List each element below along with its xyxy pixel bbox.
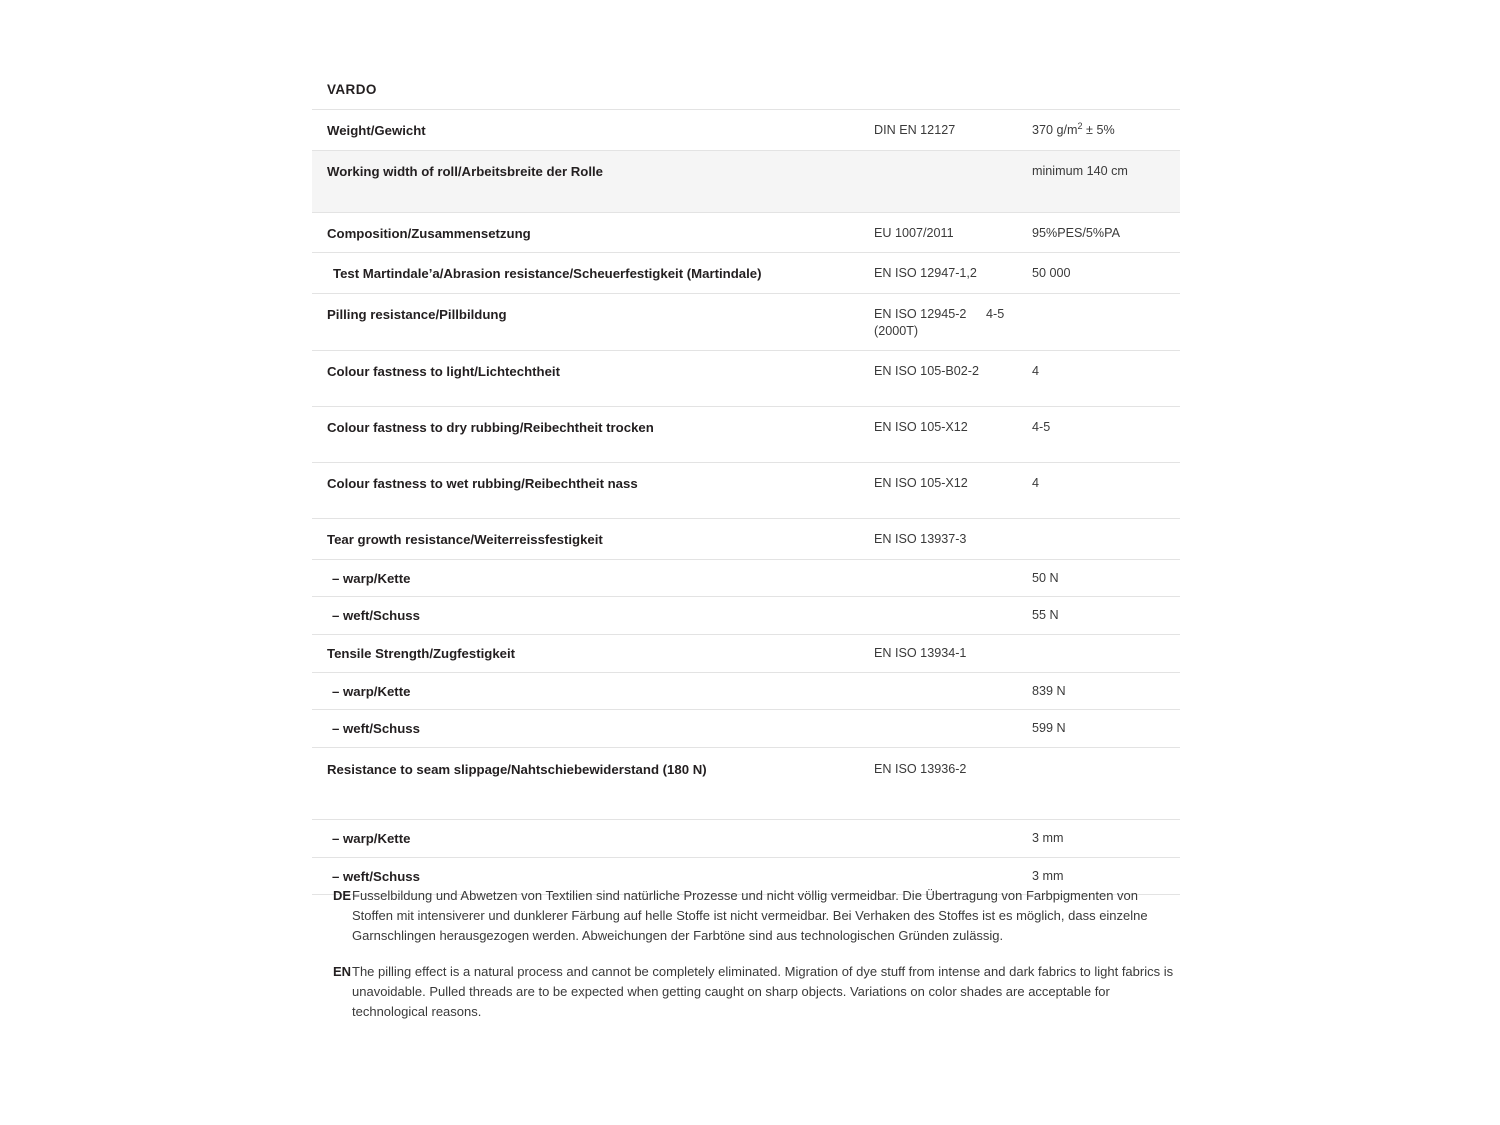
measurement-value: 839 N bbox=[1032, 683, 1066, 698]
footnote-de bbox=[312, 886, 1180, 945]
measurement-value: 599 N bbox=[1032, 721, 1066, 736]
measurement-value: 4-5 bbox=[1032, 419, 1051, 434]
property-label: Working width of roll/Arbeitsbreite der Rolle bbox=[327, 163, 603, 179]
property-label: Tear growth resistance/Weiterreissfestigkeit bbox=[327, 531, 603, 547]
table-row bbox=[312, 634, 1180, 672]
standard-value: EN ISO 105-X12 bbox=[874, 475, 968, 490]
table-row bbox=[312, 212, 1180, 253]
table-row bbox=[312, 109, 1180, 150]
property-label: – warp/Kette bbox=[332, 830, 411, 846]
standard-value: EN ISO 105-X12 bbox=[874, 419, 968, 434]
table-row bbox=[312, 747, 1180, 819]
footnote-text: The pilling effect is a natural process and cannot be completely eliminated. Migration of dye stuff from intense and dark fabrics to light fabrics is unavoidable. Pulled threads are to be expected when getting caught on sharp objects. Variations on color shades are acceptable for technological reasons. bbox=[352, 964, 1174, 1019]
measurement-value: 50 000 bbox=[1032, 266, 1071, 281]
standard-value: EN ISO 13937-3 bbox=[874, 531, 967, 546]
measurement-value: 55 N bbox=[1032, 608, 1059, 623]
property-label: – weft/Schuss bbox=[332, 721, 420, 737]
table-row bbox=[312, 462, 1180, 518]
table-row bbox=[312, 559, 1180, 597]
measurement-value bbox=[1032, 122, 1180, 139]
standard-value: EN ISO 13934-1 bbox=[874, 645, 967, 660]
standard-value: EN ISO 12947-1,2 bbox=[874, 266, 977, 281]
property-label: Tensile Strength/Zugfestigkeit bbox=[327, 645, 516, 661]
measurement-value: 50 N bbox=[1032, 570, 1059, 585]
property-label: Pilling resistance/Pillbildung bbox=[327, 307, 507, 323]
footnote-text: Fusselbildung und Abwetzen von Textilien sind natürliche Prozesse und nicht völlig vermeidbar. Die Übertragung von Farbpigmenten von Stoffen mit intensiverer und dunklerer Färbung auf helle Stoffe ist nicht vermeidbar. Bei Verhaken des Stoffes ist es möglich, dass einzelne Garnschlingen herausgezogen werden. Abweichungen der Farbtöne sind aus technologischen Gründen zulässig. bbox=[352, 888, 1148, 943]
table-row bbox=[312, 406, 1180, 462]
standard-value: EN ISO 12945-2 (2000T) bbox=[874, 307, 967, 338]
measurement-value: 95%PES/5%PA bbox=[1032, 225, 1120, 240]
property-label: – warp/Kette bbox=[332, 570, 411, 586]
measurement-value: 4 bbox=[1032, 363, 1040, 378]
table-row bbox=[312, 819, 1180, 857]
table-row bbox=[312, 252, 1180, 293]
property-label: Colour fastness to wet rubbing/Reibechtheit nass bbox=[327, 475, 638, 491]
measurement-value-superscript: 2 bbox=[1077, 120, 1083, 131]
table-row bbox=[312, 709, 1180, 747]
measurement-value-base: 370 g/m bbox=[1032, 123, 1078, 137]
standard-value: DIN EN 12127 bbox=[874, 123, 956, 137]
product-title: VARDO bbox=[327, 82, 377, 97]
property-label: Colour fastness to dry rubbing/Reibechtheit trocken bbox=[327, 419, 654, 435]
footnote-en bbox=[312, 962, 1180, 1021]
table-row bbox=[312, 596, 1180, 634]
table-row bbox=[312, 518, 1180, 559]
measurement-value: minimum 140 cm bbox=[1032, 163, 1128, 178]
measurement-value: 4-5 bbox=[986, 307, 1005, 322]
property-label: Colour fastness to light/Lichtechtheit bbox=[327, 363, 560, 379]
standard-value: EU 1007/2011 bbox=[874, 225, 954, 240]
standard-value: EN ISO 13936-2 bbox=[874, 761, 967, 776]
property-label: – weft/Schuss bbox=[332, 608, 420, 624]
table-row bbox=[312, 293, 1180, 350]
table-row bbox=[312, 350, 1180, 406]
property-label: Resistance to seam slippage/Nahtschiebewiderstand (180 N) bbox=[327, 761, 707, 777]
standard-value: EN ISO 105-B02-2 bbox=[874, 363, 979, 378]
table-row bbox=[312, 150, 1180, 212]
table-row bbox=[312, 672, 1180, 710]
footnote-language-label: DE bbox=[333, 888, 352, 903]
footnote-language-label: EN bbox=[333, 964, 352, 980]
measurement-value-tail: ± 5% bbox=[1082, 123, 1115, 137]
property-label: – weft/Schuss bbox=[332, 868, 420, 884]
property-label: – warp/Kette bbox=[332, 683, 411, 699]
measurement-value: 3 mm bbox=[1032, 830, 1064, 845]
measurement-value: 4 bbox=[1032, 475, 1040, 490]
specification-table bbox=[312, 82, 1180, 895]
measurement-value: 3 mm bbox=[1032, 868, 1064, 883]
property-label: Weight/Gewicht bbox=[327, 123, 426, 138]
property-label: Composition/Zusammensetzung bbox=[327, 225, 531, 241]
property-label: Test Martindale’a/Abrasion resistance/Scheuerfestigkeit (Martindale) bbox=[333, 266, 762, 282]
footnotes bbox=[312, 886, 1180, 1039]
